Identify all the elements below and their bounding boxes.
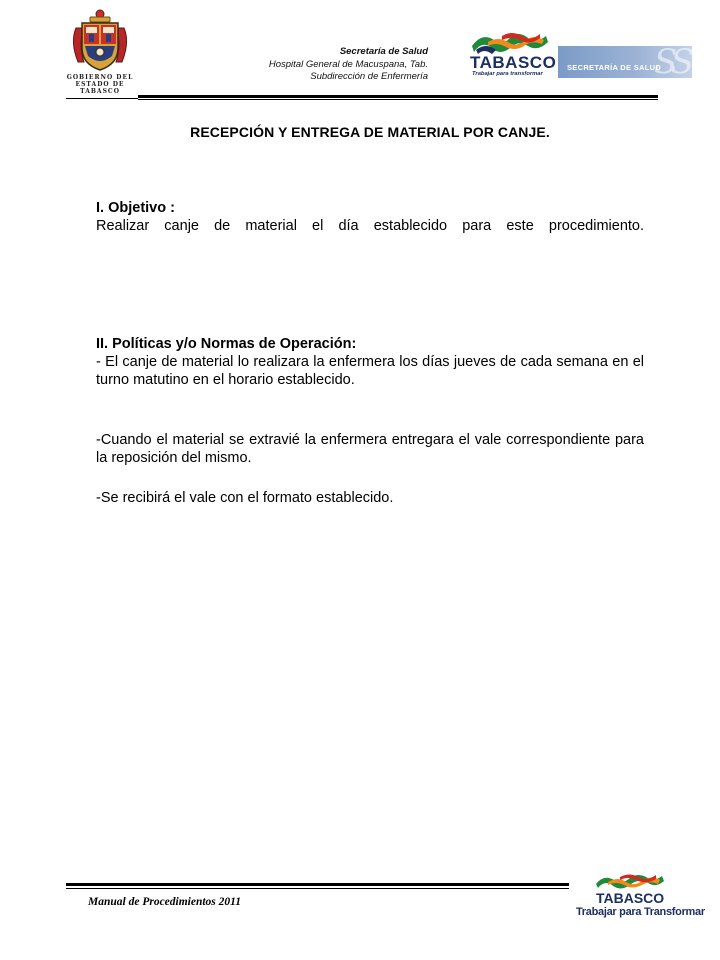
coat-of-arms-icon bbox=[62, 8, 138, 72]
section-politicas bbox=[96, 335, 644, 389]
tabasco-logo-slogan: Trabajar para transformar bbox=[472, 71, 543, 77]
footer-rule-thick bbox=[66, 883, 569, 886]
gobierno-tabasco-logo bbox=[62, 8, 138, 100]
header-rule-thick bbox=[138, 95, 658, 98]
politica-item-2: -Cuando el material se extravié la enfermera entregara el vale correspondiente para la reposición del mismo. bbox=[96, 432, 644, 466]
document-title: RECEPCIÓN Y ENTREGA DE MATERIAL POR CANJE. bbox=[190, 124, 550, 140]
salud-logo-text: SECRETARÍA DE SALUD bbox=[567, 63, 662, 72]
section-heading-objetivo: I. Objetivo : bbox=[96, 200, 175, 216]
politica-item-3: -Se recibirá el vale con el formato establecido. bbox=[96, 490, 394, 506]
tabasco-footer-logo bbox=[572, 870, 705, 930]
tabasco-logo bbox=[468, 28, 557, 80]
gov-logo-line-2: ESTADO DE bbox=[75, 81, 125, 88]
secretaria-salud-logo bbox=[558, 46, 692, 78]
header-rule-left bbox=[66, 98, 138, 99]
tabasco-footer-slogan: Trabajar para Transformar bbox=[576, 906, 705, 918]
gov-logo-line-1: GOBIERNO DEL bbox=[66, 74, 134, 81]
politica-item-1: - El canje de material lo realizara la enfermera los días jueves de cada semana en el turno matutino en el horario establecido. bbox=[96, 354, 644, 388]
tabasco-footer-word: TABASCO bbox=[596, 890, 665, 906]
salud-logo-mark: SS bbox=[654, 46, 688, 78]
header-rule-thin bbox=[138, 99, 658, 100]
header-info bbox=[200, 46, 428, 84]
footer-manual-text: Manual de Procedimientos 2011 bbox=[88, 896, 242, 908]
section-heading-politicas: II. Políticas y/o Normas de Operación: bbox=[96, 336, 357, 352]
header-line-secretaria: Secretaría de Salud bbox=[339, 46, 428, 57]
section-objetivo bbox=[96, 199, 644, 235]
footer-rule-thin bbox=[66, 888, 569, 889]
objetivo-paragraph: Realizar canje de material el día establecido para este procedimiento. bbox=[96, 218, 644, 234]
tabasco-logo-word: TABASCO bbox=[470, 53, 557, 72]
header-line-subdireccion: Subdirección de Enfermería bbox=[310, 71, 428, 82]
gov-logo-line-3: TABASCO bbox=[80, 88, 120, 95]
header-line-hospital: Hospital General de Macuspana, Tab. bbox=[268, 58, 428, 70]
